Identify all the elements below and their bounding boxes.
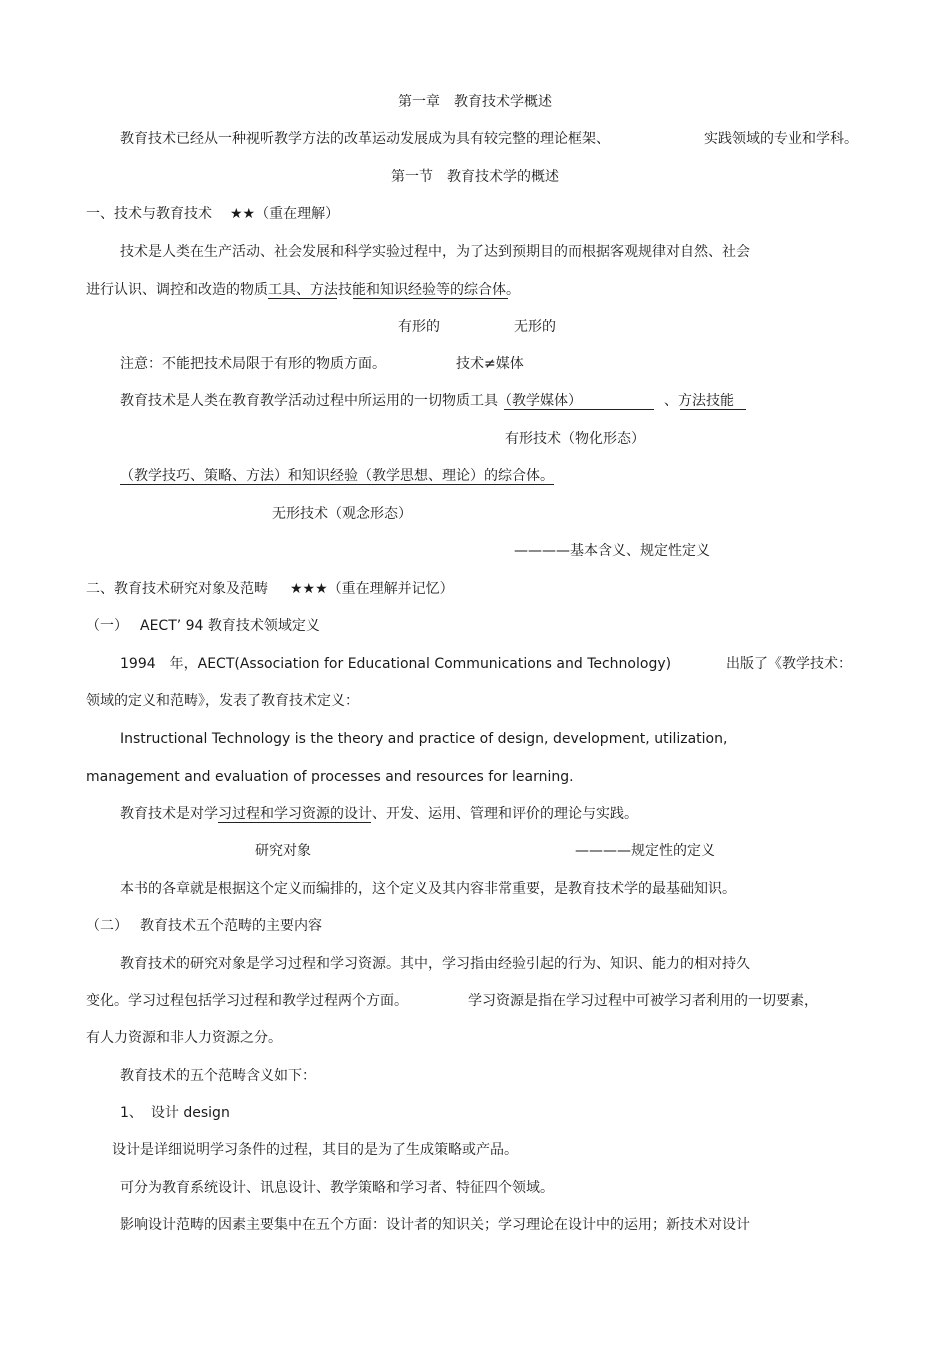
english-definition-line-2: management and evaluation of processes and resources for learning.: [86, 769, 574, 785]
note-text: 注意：不能把技术局限于有形的物质方面。: [120, 356, 386, 372]
intro-text-end: 实践领域的专业和学科。: [704, 131, 858, 147]
list-item-1: [120, 1104, 230, 1122]
paragraph-1-line-1: 技术是人类在生产活动、社会发展和科学实验过程中，为了达到预期目的而根据客观规律对自然、社会: [120, 244, 750, 260]
heading-1-text: 一、技术与教育技术: [86, 206, 212, 222]
intro-text: 教育技术已经从一种视听教学方法的改革运动发展成为具有较完整的理论框架、: [120, 131, 610, 147]
label-tangible-technology: 有形技术（物化形态）: [505, 431, 645, 447]
paragraph-5: 本书的各章就是根据这个定义而编排的，这个定义及其内容非常重要，是教育技术学的最基础知识。: [120, 881, 736, 897]
definition-note-2: ————规定性的定义: [575, 843, 715, 859]
label-tangible: 有形的: [398, 319, 440, 335]
underline: [120, 484, 554, 485]
heading-2: [86, 580, 454, 598]
underline: [353, 298, 508, 299]
paragraph-2-line-2: （教学技巧、策略、方法）和知识经验（教学思想、理论）的综合体。: [120, 468, 554, 484]
subheading-1: [86, 617, 320, 635]
english-definition-line-1: Instructional Technology is the theory and practice of design, development, utilization,: [120, 731, 728, 747]
subheading-2: [86, 917, 322, 935]
paragraph-2-line-1-end: 、方法技能: [664, 393, 734, 409]
paragraph-6-line-3: 有人力资源和非人力资源之分。: [86, 1030, 282, 1046]
list-item-1-text: 设计 design: [150, 1105, 230, 1121]
paragraph-6-line-1: 教育技术的研究对象是学习过程和学习资源。其中，学习指由经验引起的行为、知识、能力的相对持久: [120, 956, 750, 972]
underline: [268, 298, 337, 299]
subheading-2-num: （二）: [86, 918, 128, 934]
paragraph-1-line-2: 进行认识、调控和改造的物质工具、方法技能和知识经验等的综合体。: [86, 282, 520, 298]
heading-2-text: 二、教育技术研究对象及范畴: [86, 581, 268, 597]
heading-2-stars: ★★★: [290, 581, 328, 597]
paragraph-6-line-2: 变化。学习过程包括学习过程和教学过程两个方面。: [86, 993, 408, 1009]
heading-2-note: （重在理解并记忆）: [327, 581, 454, 597]
paragraph-9: 可分为教育系统设计、讯息设计、教学策略和学习者、特征四个领域。: [120, 1180, 554, 1196]
paragraph-8: 设计是详细说明学习条件的过程，其目的是为了生成策略或产品。: [112, 1142, 518, 1158]
paragraph-2-line-1: 教育技术是人类在教育教学活动过程中所运用的一切物质工具（教学媒体）: [120, 393, 582, 409]
subheading-2-text: 教育技术五个范畴的主要内容: [140, 918, 322, 934]
label-intangible-technology: 无形技术（观念形态）: [272, 506, 412, 522]
underline: [504, 409, 654, 410]
definition-note: ————基本含义、规定性定义: [514, 543, 710, 559]
underline: [680, 409, 746, 410]
paragraph-7: 教育技术的五个范畴含义如下：: [120, 1068, 316, 1084]
paragraph-4: 教育技术是对学习过程和学习资源的设计、开发、运用、管理和评价的理论与实践。: [120, 806, 638, 822]
subheading-1-num: （一）: [86, 618, 128, 634]
paragraph-3-line-2: 领域的定义和范畴》，发表了教育技术定义：: [86, 693, 359, 709]
paragraph-10: 影响设计范畴的因素主要集中在五个方面：设计者的知识关；学习理论在设计中的运用；新技术对设计: [120, 1217, 750, 1233]
heading-1-note: （重在理解）: [255, 206, 340, 222]
subheading-1-text: AECT’ 94 教育技术领域定义: [140, 618, 320, 634]
paragraph-6-line-2-end: 学习资源是指在学习过程中可被学习者利用的一切要素，: [468, 993, 818, 1009]
underline: [218, 822, 371, 823]
label-intangible: 无形的: [514, 319, 556, 335]
label-research-object: 研究对象: [255, 843, 311, 859]
section-title: 第一节 教育技术学的概述: [391, 169, 559, 185]
chapter-title: 第一章 教育技术学概述: [398, 94, 552, 110]
heading-1-stars: ★★: [230, 206, 256, 222]
heading-1: [86, 205, 339, 223]
paragraph-3-line-1: 1994 年，AECT(Association for Educational Communications and Technology): [120, 656, 672, 672]
note-text-media: 技术≠媒体: [456, 356, 524, 372]
paragraph-3-line-1-end: 出版了《教学技术：: [726, 656, 852, 672]
list-item-1-num: 1、: [120, 1105, 143, 1121]
